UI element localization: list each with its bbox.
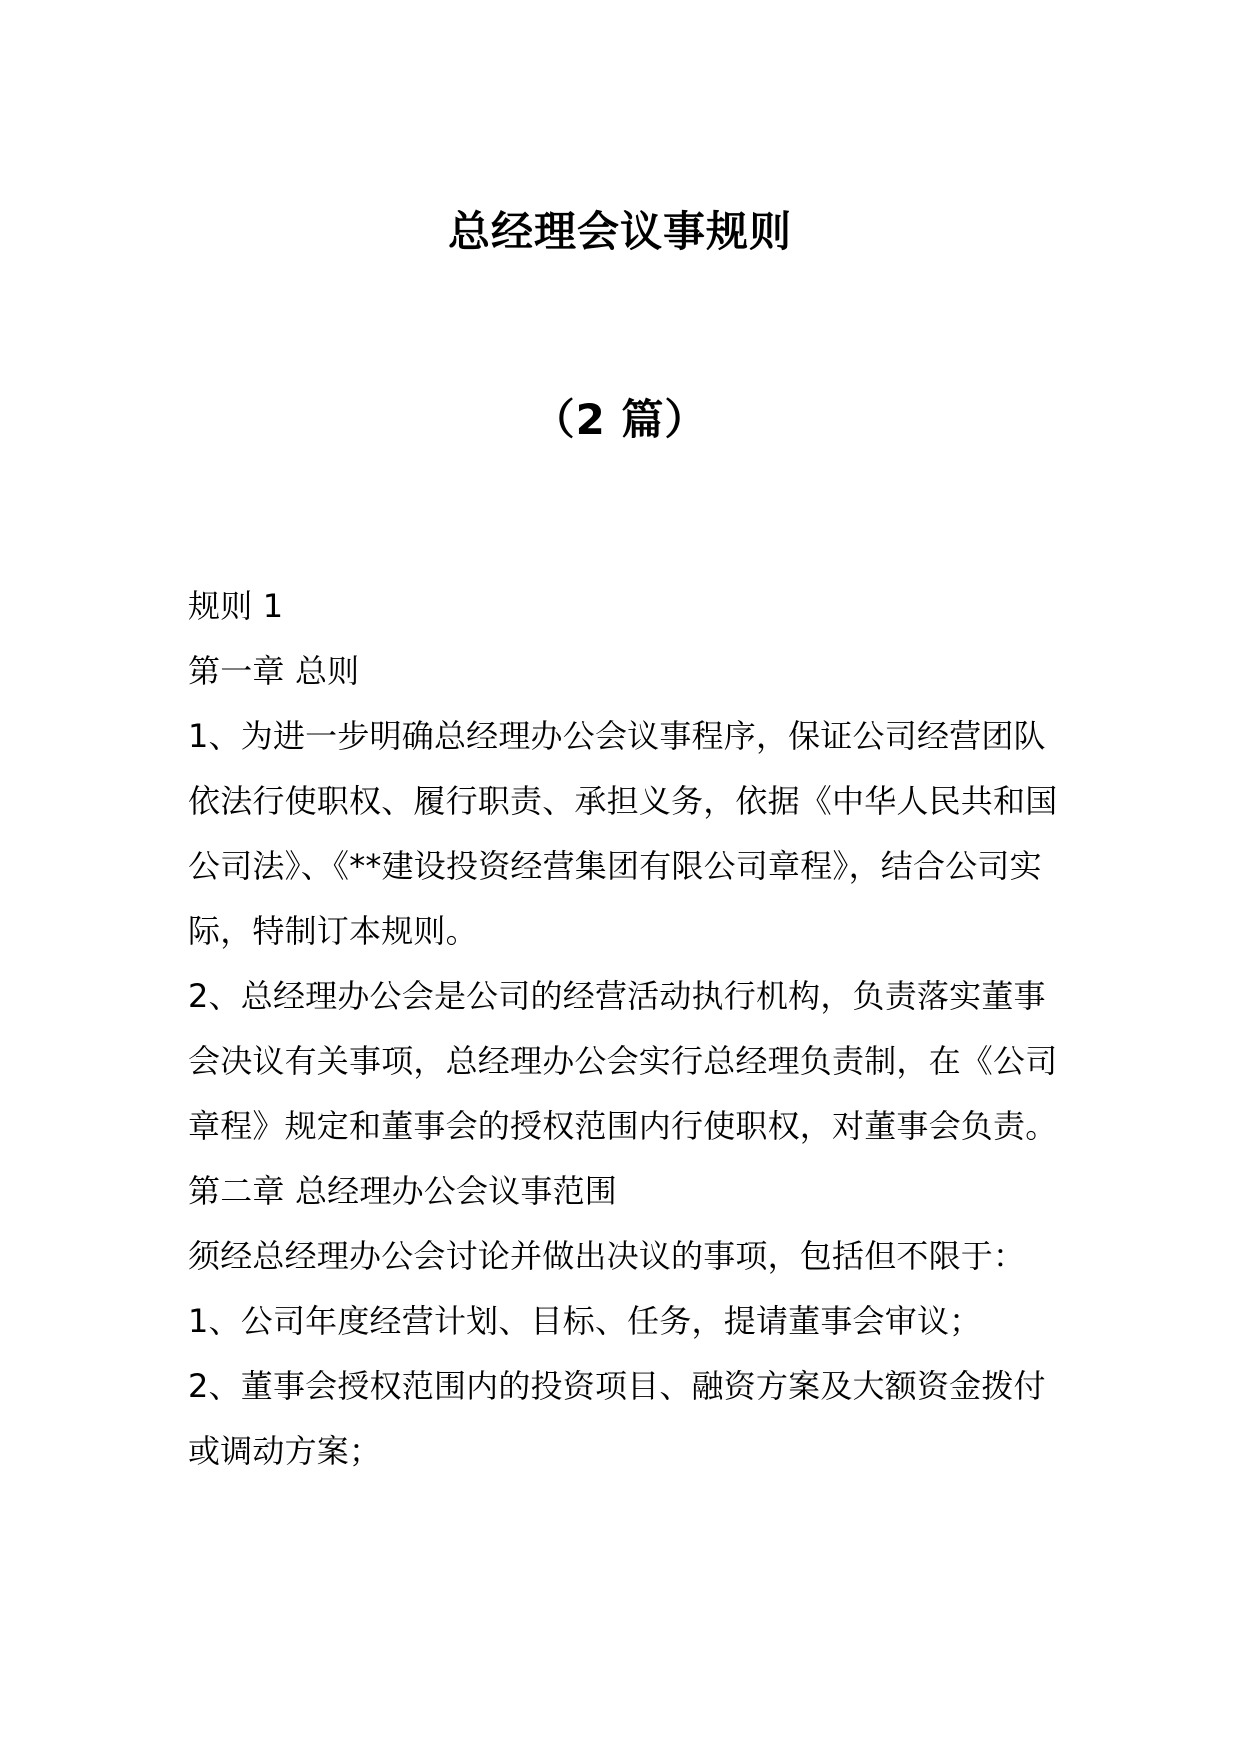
list-item: 2、董事会授权范围内的投资项目、融资方案及大额资金拨付或调动方案； bbox=[188, 1367, 1046, 1470]
section-label: 规则 1 bbox=[188, 587, 284, 625]
body-paragraph: 1、为进一步明确总经理办公会议事程序，保证公司经营团队依法行使职权、履行职责、承担义务，依据《中华人民共和国公司法》、《**建设投资经营集团有限公司章程》，结合公司实际，特制订本规则。 bbox=[188, 717, 1058, 950]
body-paragraph: 须经总经理办公会讨论并做出决议的事项，包括但不限于： bbox=[188, 1237, 1026, 1275]
chapter-heading: 第一章 总则 bbox=[188, 652, 360, 690]
chapter-heading: 第二章 总经理办公会议事范围 bbox=[188, 1172, 617, 1210]
document-body bbox=[188, 574, 1068, 1484]
list-item: 1、公司年度经营计划、目标、任务，提请董事会审议； bbox=[188, 1302, 982, 1340]
document-title: 总经理会议事规则 bbox=[447, 207, 792, 256]
document-subtitle: （2 篇） bbox=[532, 395, 708, 444]
body-paragraph: 2、总经理办公会是公司的经营活动执行机构，负责落实董事会决议有关事项，总经理办公会实行总经理负责制，在《公司章程》规定和董事会的授权范围内行使职权，对董事会负责。 bbox=[188, 977, 1058, 1145]
